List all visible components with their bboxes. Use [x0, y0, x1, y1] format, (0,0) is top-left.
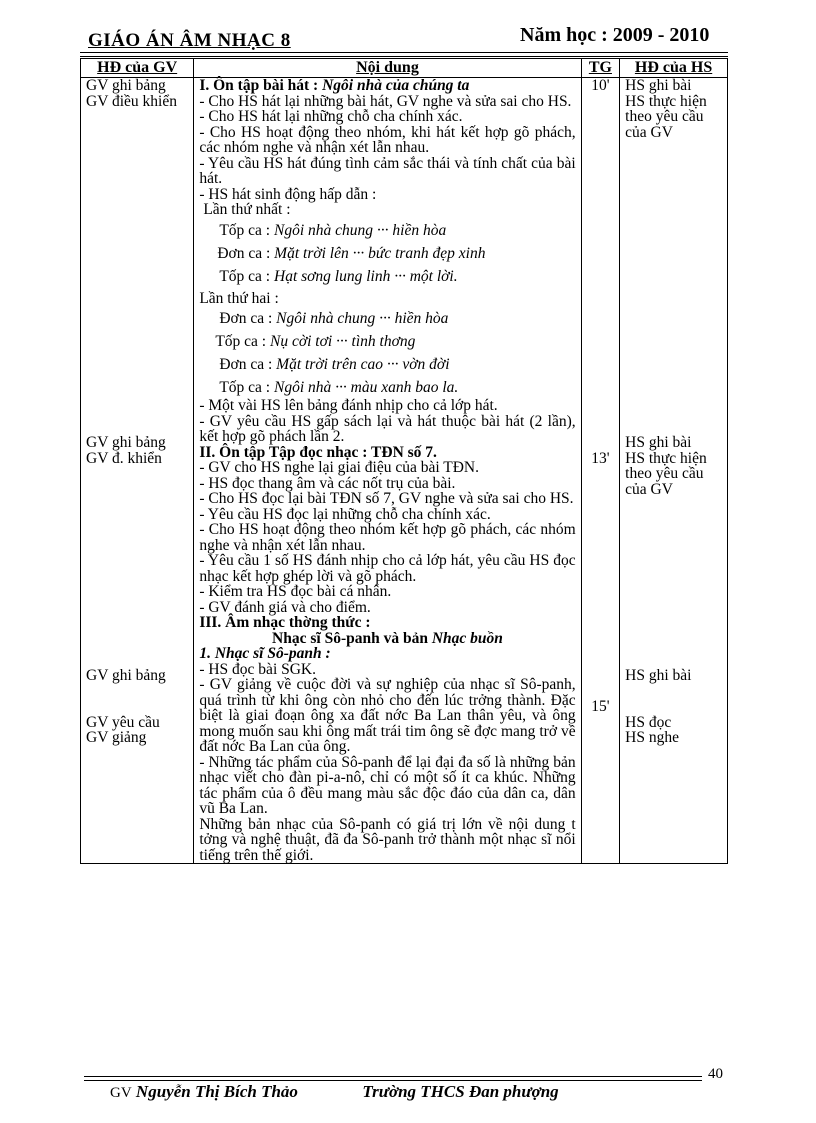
- lesson-plan-title: GIÁO ÁN ÂM NHẠC 8: [88, 30, 291, 51]
- gv-activity: GV điều khiển: [86, 92, 177, 110]
- section-title-1: I. Ôn tập bài hát : Ngôi nhà của chúng ta: [199, 77, 470, 94]
- table-row-main: [81, 78, 728, 864]
- hs-activity: HS ghi bài: [625, 434, 692, 451]
- gv-activity: GV ghi bảng: [86, 77, 166, 94]
- hs-activity: HS thực hiện theo yêu cầu của GV: [625, 449, 707, 498]
- teacher-name: Nguyễn Thị Bích Thảo: [135, 1082, 298, 1101]
- school-name: Trường THCS Đan phượng: [362, 1082, 559, 1101]
- time-column: [581, 78, 620, 864]
- content-line: - GV đánh giá và cho điểm.: [199, 598, 371, 616]
- hs-activity: HS ghi bài: [625, 667, 692, 684]
- second-time-parts: Đơn ca : Ngôi nhà chung ··· hiền hòa Tốp ca : Nụ cời tơi ··· tình thơng Đơn ca : Mặt trời trên cao ··· vờn đời Tốp ca : Ngôi nhà ··· màu xanh bao la.: [215, 310, 459, 396]
- page-number: 40: [708, 1066, 723, 1082]
- content-line: - GV yêu cầu HS gấp sách lại và hát thuộc bài hát (2 lần), kết hợp gõ phách lần 2.: [199, 412, 576, 445]
- gv-activity: GV đ. khiển: [86, 449, 162, 467]
- hs-activity: HS ghi bài: [625, 77, 692, 94]
- footer-signature: GV Nguyễn Thị Bích Thảo Trường THCS Đan phượng: [110, 1082, 559, 1101]
- composer-section-title: 1. Nhạc sĩ Sô-panh :: [199, 645, 331, 662]
- content-line: - Yêu cầu 1 số HS đánh nhịp cho cả lớp hát, yêu cầu HS đọc nhạc kết hợp ghép lời và gõ phách.: [199, 552, 576, 585]
- content-line: - GV cho HS nghe lại giai điệu của bài TĐN.: [199, 459, 479, 476]
- content-line: - HS hát sinh động hấp dẫn :: [199, 185, 377, 203]
- time-value: 13': [591, 449, 610, 467]
- gv-activity: GV ghi bảng: [86, 434, 166, 451]
- content-line: - Cho HS hát lại những bài hát, GV nghe và sửa sai cho HS.: [199, 92, 572, 110]
- music-appreciation-subtitle: Nhạc sĩ Sô-panh và bản Nhạc buồn: [272, 629, 503, 647]
- first-time-label: Lần thứ nhất :: [203, 201, 291, 218]
- content-line: - Những tác phẩm của Sô-panh để lại đại đa số là những bản nhạc viết cho đàn pi-a-nô, chỉ có một số ít ca khúc. Những tác phẩm của ô đều mang màu sắc độc đáo của dân ca, dân vũ Ba Lan.: [199, 753, 576, 817]
- time-value: 10': [591, 77, 610, 94]
- school-year: Năm học : 2009 - 2010: [520, 24, 710, 46]
- header-teacher-activity: HĐ của GV: [81, 58, 194, 78]
- time-value: 15': [591, 698, 610, 715]
- first-time-parts: Tốp ca : Ngôi nhà chung ··· hiền hòa Đơn ca : Mặt trời lên ··· bức tranh đẹp xinh Tốp ca : Hạt sơng lung linh ··· một lời.: [217, 221, 486, 285]
- gv-activity: GV yêu cầu: [86, 713, 160, 731]
- content-line: - Cho HS đọc lại bài TĐN số 7, GV nghe và sửa sai cho HS.: [199, 490, 574, 507]
- content-line: - Cho HS hát lại những chỗ cha chính xác.: [199, 108, 463, 125]
- gv-activity: GV giảng: [86, 729, 147, 746]
- hs-activity: HS thực hiện theo yêu cầu của GV: [625, 92, 707, 141]
- content-line: - Yêu cầu HS hát đúng tình cảm sắc thái và tính chất của bài hát.: [199, 154, 576, 187]
- content-line: - HS đọc bài SGK.: [199, 660, 317, 678]
- section-title-2: II. Ôn tập Tập đọc nhạc : TĐN số 7.: [199, 443, 437, 461]
- hs-activity: HS nghe: [625, 729, 679, 746]
- header-time: TG: [581, 58, 620, 78]
- table-header-row: [81, 58, 728, 78]
- content-line: - Yêu cầu HS đọc lại những chỗ cha chính xác.: [199, 505, 491, 523]
- content-line: - Kiểm tra HS đọc bài cá nhân.: [199, 583, 392, 600]
- teacher-activity-column: [81, 78, 194, 864]
- header-content: Nội dung: [194, 58, 581, 78]
- content-line: - Cho HS hoạt động theo nhóm, khi hát kết hợp gõ phách, các nhóm nghe và nhận xét lẫn nhau.: [199, 123, 576, 156]
- content-line: - Một vài HS lên bảng đánh nhịp cho cả lớp hát.: [199, 397, 498, 414]
- gv-activity: GV ghi bảng: [86, 667, 166, 684]
- student-activity-column: [620, 78, 728, 864]
- section-title-3: III. Âm nhạc thờng thức :: [199, 614, 371, 631]
- header-student-activity: HĐ của HS: [620, 58, 728, 78]
- lesson-table: [80, 56, 728, 864]
- header-rule: [80, 52, 728, 53]
- footer-rule: [84, 1080, 702, 1081]
- content-line: - Cho HS hoạt động theo nhóm kết hợp gõ phách, các nhóm nghe và nhận xét lẫn nhau.: [199, 521, 576, 554]
- content-line: Những bản nhạc của Sô-panh có giá trị lớn về nội dung t tởng và nghệ thuật, đã đa Sô-panh trở thành một nhạc sĩ nổi tiếng trên thế giới.: [199, 815, 576, 864]
- content-line: - HS đọc thang âm và các nốt trụ của bài.: [199, 474, 456, 492]
- second-time-label: Lần thứ hai :: [199, 289, 279, 307]
- content-line: - GV giảng về cuộc đời và sự nghiệp của nhạc sĩ Sô-panh, quá trình từ khi ông còn nhỏ cho đến lúc trởng thành. Đặc biệt là giai đoạn ông xa đất nớc Ba Lan thân yêu, và ông mong muốn sau khi ông mất trái tim ông sẽ đợc mang trở về đất nớc Ba Lan của ông.: [199, 676, 576, 755]
- hs-activity: HS đọc: [625, 713, 672, 731]
- content-column: [194, 78, 581, 864]
- footer-rule: [84, 1076, 702, 1077]
